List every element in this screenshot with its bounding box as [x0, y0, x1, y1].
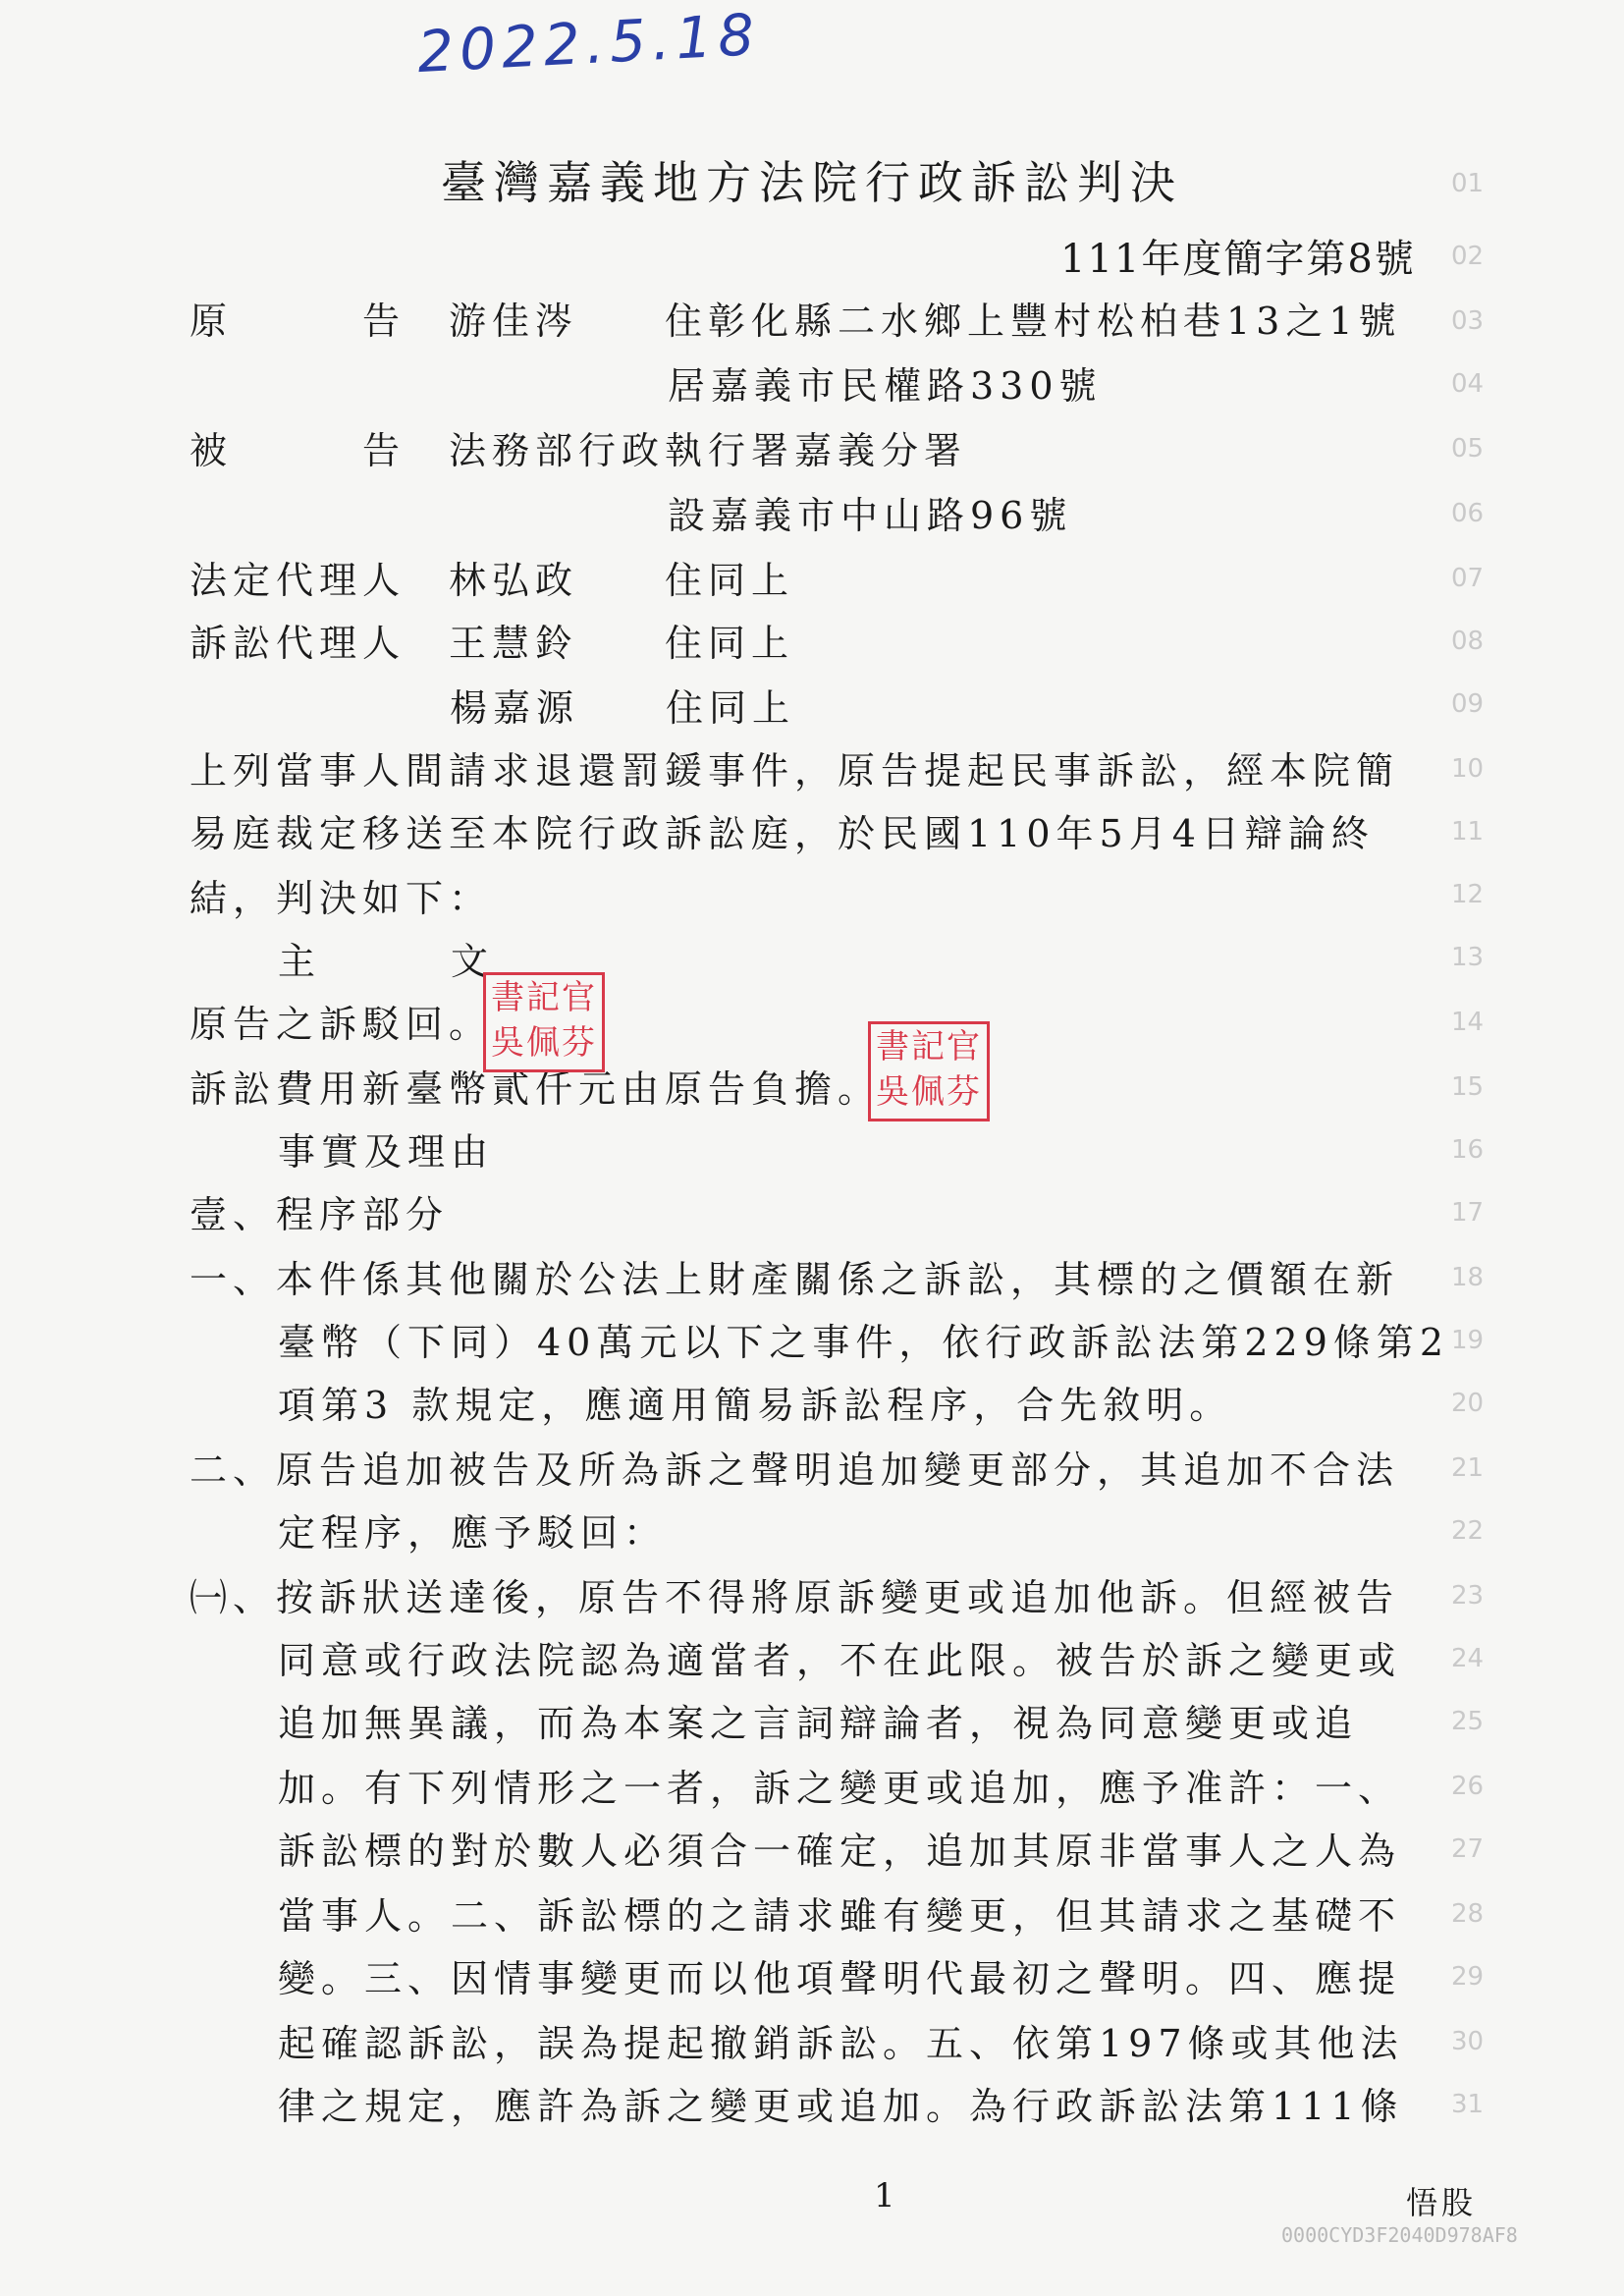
body-line: 定程序，應予駁回：: [278, 1511, 668, 1555]
row-number: 02: [1451, 242, 1485, 271]
handwritten-date: 2022.5.18: [415, 0, 762, 86]
seal-name: 吳佩芬: [491, 1023, 597, 1063]
body-line: 起確認訴訟，誤為提起撤銷訴訟。五、依第197條或其他法: [278, 2022, 1404, 2065]
body-line: 結，判決如下：: [189, 877, 493, 920]
body-line: ㈠、按訴狀送達後，原告不得將原訴變更或追加他訴。但經被告: [189, 1576, 1400, 1619]
row-number: 15: [1451, 1072, 1485, 1102]
row-number: 22: [1451, 1516, 1485, 1546]
row-number: 05: [1451, 434, 1485, 464]
body-line: 原 告 游佳涔 住彰化縣二水鄉上豐村松柏巷13之1號: [189, 300, 1402, 343]
page-number: 1: [874, 2176, 895, 2215]
body-line: 臺幣（下同）40萬元以下之事件，依行政訴訟法第229條第2: [278, 1321, 1450, 1364]
body-line: 訴訟標的對於數人必須合一確定，追加其原非當事人之人為: [278, 1830, 1402, 1873]
clerk-seal: [868, 1021, 990, 1121]
clerk-seal: [483, 972, 605, 1072]
body-line: 律之規定，應許為訴之變更或追加。為行政訴訟法第111條: [278, 2085, 1404, 2128]
row-number: 16: [1451, 1135, 1485, 1165]
document-code: 0000CYD3F2040D978AF8: [1281, 2223, 1518, 2247]
body-line: 訴訟代理人 王慧鈴 住同上: [189, 622, 795, 665]
body-line: 原告之訴駁回。: [189, 1003, 493, 1046]
row-number: 23: [1451, 1581, 1485, 1611]
body-line: 變。三、因情事變更而以他項聲明代最初之聲明。四、應提: [278, 1957, 1402, 2000]
case-number: 111年度簡字第8號: [1060, 237, 1416, 282]
row-number: 12: [1451, 880, 1485, 909]
body-line: 訴訟費用新臺幣貳仟元由原告負擔。: [189, 1067, 882, 1111]
body-line: 法定代理人 林弘政 住同上: [189, 559, 795, 602]
row-number: 13: [1451, 943, 1485, 972]
row-number: 17: [1451, 1198, 1485, 1228]
row-number: 19: [1451, 1326, 1485, 1355]
row-number: 10: [1451, 754, 1485, 784]
seal-name: 吳佩芬: [876, 1072, 982, 1112]
row-number: 29: [1451, 1962, 1485, 1992]
body-line: 事實及理由: [278, 1130, 495, 1174]
body-line: 追加無異議，而為本案之言詞辯論者，視為同意變更或追: [278, 1702, 1359, 1745]
row-number: 21: [1451, 1453, 1485, 1483]
row-number: 14: [1451, 1008, 1485, 1037]
seal-title: 書記官: [491, 978, 597, 1017]
division-label: 悟股: [1406, 2184, 1478, 2221]
row-number: 07: [1451, 564, 1485, 593]
seal-title: 書記官: [876, 1027, 982, 1066]
body-line: 居嘉義市民權路330號: [668, 364, 1103, 408]
body-line: 易庭裁定移送至本院行政訴訟庭，於民國110年5月4日辯論終: [189, 812, 1375, 855]
body-line: 二、原告追加被告及所為訴之聲明追加變更部分，其追加不合法: [189, 1449, 1400, 1492]
body-line: 被 告 法務部行政執行署嘉義分署: [189, 429, 968, 472]
body-line: 一、本件係其他關於公法上財產關係之訴訟，其標的之價額在新: [189, 1258, 1400, 1301]
body-line: 同意或行政法院認為適當者，不在此限。被告於訴之變更或: [278, 1639, 1402, 1682]
body-line: 項第3 款規定，應適用簡易訴訟程序，合先敘明。: [278, 1384, 1233, 1427]
body-line: 當事人。二、訴訟標的之請求雖有變更，但其請求之基礎不: [278, 1894, 1402, 1938]
row-number: 27: [1451, 1834, 1485, 1864]
document-title: 臺灣嘉義地方法院行政訴訟判決: [441, 156, 1183, 209]
body-line: 壹、程序部分: [189, 1193, 450, 1236]
row-number: 26: [1451, 1772, 1485, 1801]
body-line: 上列當事人間請求退還罰鍰事件，原告提起民事訴訟，經本院簡: [189, 749, 1400, 793]
row-number: 06: [1451, 499, 1485, 528]
body-line: 設嘉義市中山路96號: [668, 494, 1073, 537]
row-number: 24: [1451, 1644, 1485, 1673]
row-number: 28: [1451, 1899, 1485, 1929]
row-number: 08: [1451, 627, 1485, 656]
row-number: 01: [1451, 169, 1485, 198]
row-number: 25: [1451, 1707, 1485, 1736]
row-number: 31: [1451, 2090, 1485, 2119]
row-number: 30: [1451, 2027, 1485, 2056]
row-number: 20: [1451, 1389, 1485, 1418]
body-line: 楊嘉源 住同上: [450, 686, 796, 730]
row-number: 04: [1451, 369, 1485, 399]
body-line: 主 文: [278, 940, 495, 983]
body-line: 加。有下列情形之一者，訴之變更或追加，應予准許：一、: [278, 1767, 1402, 1810]
row-number: 11: [1451, 817, 1485, 847]
row-number: 09: [1451, 689, 1485, 719]
row-number: 03: [1451, 306, 1485, 336]
row-number: 18: [1451, 1263, 1485, 1292]
